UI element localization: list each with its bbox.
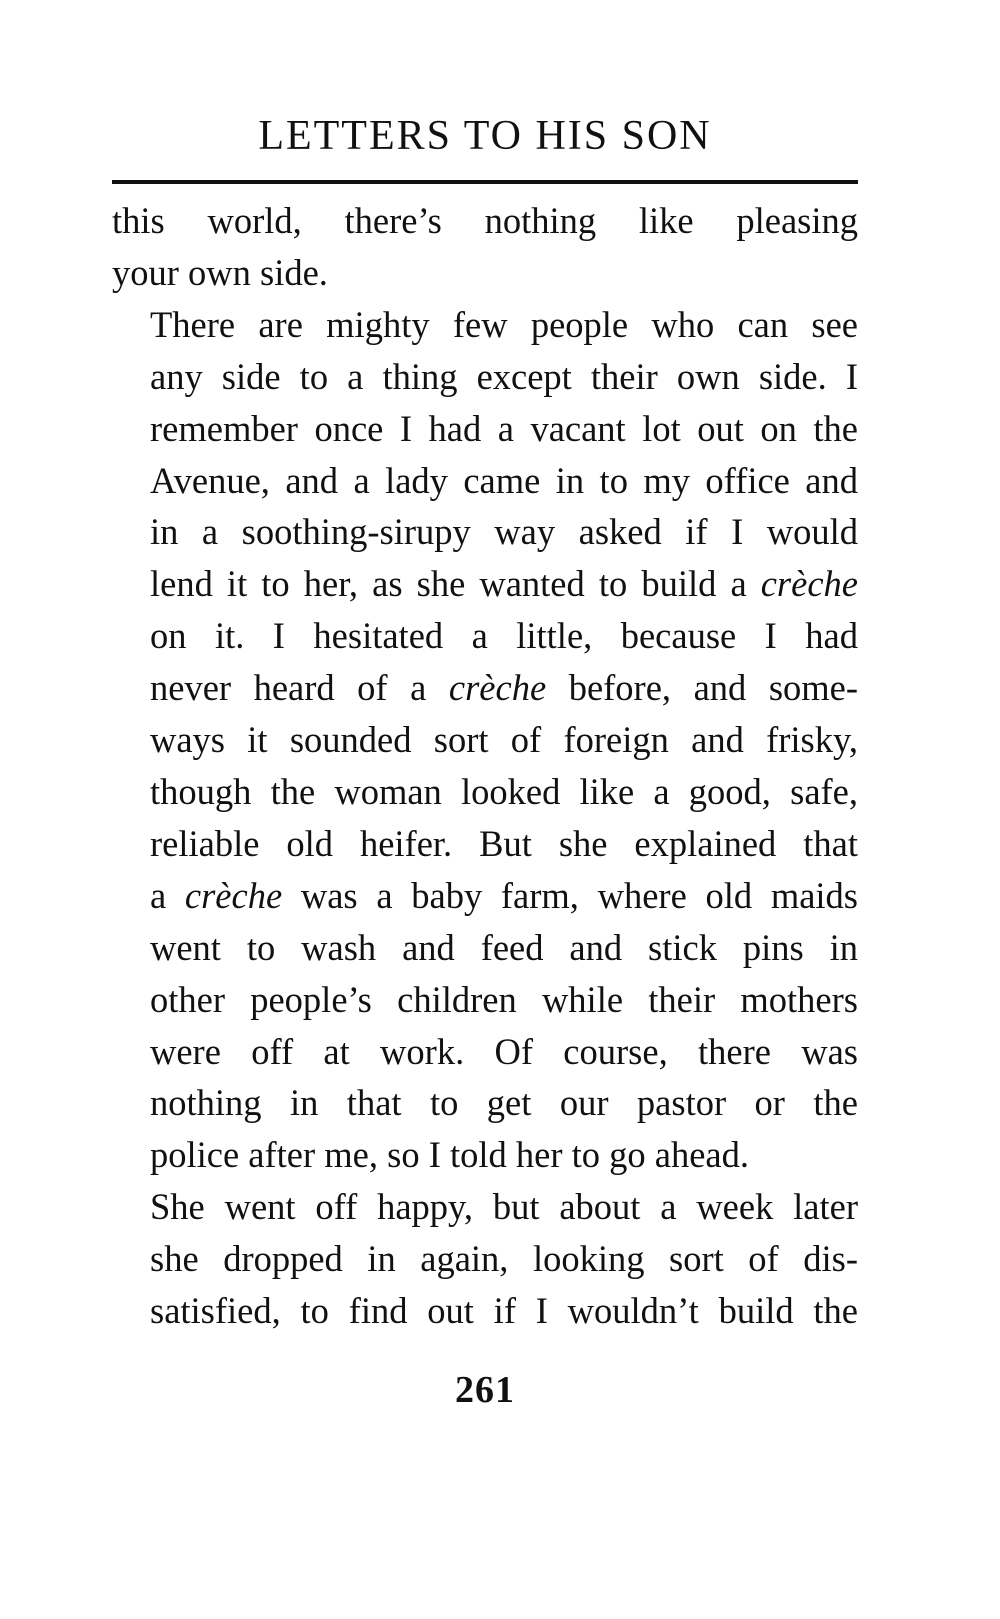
text-line-mixed [112,662,858,714]
text-line: went to wash and feed and stick pins in [150,926,858,968]
text-line: in a soothing-sirupy way asked if I would [150,511,858,553]
text-line: ways it sounded sort of foreign and frisky, [150,719,858,761]
running-header: LETTERS TO HIS SON [258,113,712,159]
text-line-mixed [112,558,858,610]
italic-term: crèche [184,874,283,916]
paragraph-2 [112,299,858,1181]
text-line-mixed [112,870,858,922]
text-line: were off at work. Of course, there was [150,1030,858,1072]
page-number: 261 [455,1369,515,1411]
text-line: There are mighty few people who can see [150,303,858,345]
text-line: nothing in that to get our pastor or the [150,1082,858,1124]
page-body [112,195,858,1337]
paragraph-1 [112,195,858,299]
italic-term: crèche [448,667,547,709]
text-line: on it. I hesitated a little, because I had [150,615,858,657]
text-line: though the woman looked like a good, safe, [150,770,858,812]
italic-term: crèche [760,563,858,605]
text-line: satisfied, to find out if I wouldn’t build the [150,1290,858,1332]
text-line: reliable old heifer. But she explained that [150,822,858,864]
text-line: Avenue, and a lady came in to my office and [150,459,858,501]
text-run: a [150,874,167,916]
text-line: other people’s children while their mothers [150,978,858,1020]
paragraph-3 [112,1181,858,1337]
text-line: She went off happy, but about a week later [150,1186,858,1228]
text-run: was a baby farm, where old maids [300,874,859,916]
text-line: she dropped in again, looking sort of dis- [150,1238,858,1280]
text-run: never heard of a [150,667,427,709]
text-line: police after me, so I told her to go ahead. [150,1134,749,1176]
text-line: your own side. [112,251,328,293]
text-run: lend it to her, as she wanted to build a [150,563,747,605]
header-rule [112,180,858,184]
text-line: any side to a thing except their own side. I [150,355,858,397]
text-line: this world, there’s nothing like pleasing [112,200,858,241]
text-line: remember once I had a vacant lot out on the [150,407,858,449]
text-run: before, and some- [568,667,859,709]
